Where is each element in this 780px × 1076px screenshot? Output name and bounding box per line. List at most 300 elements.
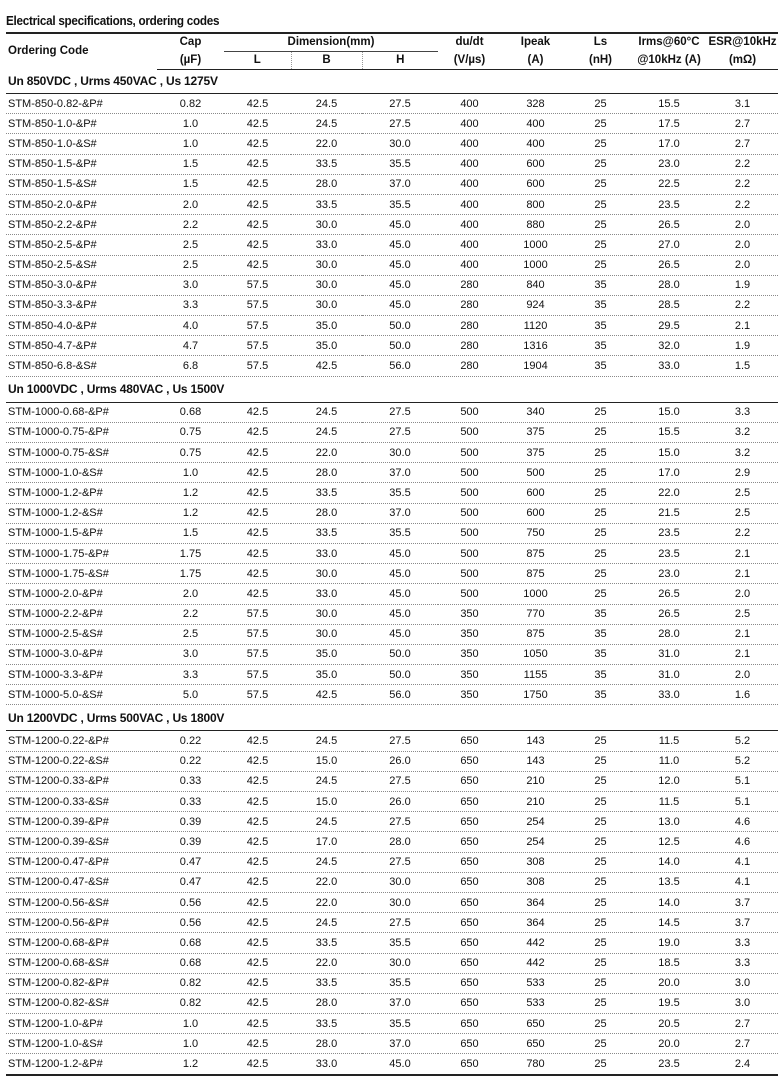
header-cap-unit: (µF) bbox=[157, 52, 224, 70]
cell-dim-h: 27.5 bbox=[362, 812, 438, 832]
table-row bbox=[6, 255, 778, 275]
cell-ordering-code: STM-1000-2.5-&S# bbox=[6, 624, 157, 644]
cell-irms: 19.0 bbox=[631, 933, 707, 953]
cell-ipeak: 364 bbox=[501, 913, 570, 933]
cell-cap: 2.5 bbox=[157, 235, 224, 255]
cell-ipeak: 254 bbox=[501, 812, 570, 832]
table-header bbox=[6, 32, 778, 70]
cell-dim-b: 33.0 bbox=[291, 543, 362, 563]
cell-dim-l: 42.5 bbox=[224, 134, 291, 154]
cell-esr: 2.2 bbox=[707, 174, 778, 194]
cell-ipeak: 533 bbox=[501, 973, 570, 993]
cell-ls: 25 bbox=[570, 1014, 631, 1034]
cell-ipeak: 364 bbox=[501, 892, 570, 912]
cell-ls: 25 bbox=[570, 174, 631, 194]
cell-dim-l: 42.5 bbox=[224, 402, 291, 422]
cell-ipeak: 875 bbox=[501, 543, 570, 563]
cell-ls: 25 bbox=[570, 503, 631, 523]
table-row bbox=[6, 483, 778, 503]
cell-ls: 25 bbox=[570, 872, 631, 892]
table-row bbox=[6, 503, 778, 523]
cell-dim-h: 45.0 bbox=[362, 624, 438, 644]
group-row bbox=[6, 705, 778, 731]
cell-dim-l: 57.5 bbox=[224, 336, 291, 356]
cell-ipeak: 875 bbox=[501, 564, 570, 584]
page-title: Electrical specifications, ordering codes bbox=[6, 13, 220, 28]
cell-ordering-code: STM-1000-0.75-&S# bbox=[6, 443, 157, 463]
cell-ordering-code: STM-1200-0.33-&P# bbox=[6, 771, 157, 791]
cell-dim-l: 57.5 bbox=[224, 665, 291, 685]
table-row bbox=[6, 402, 778, 422]
cell-irms: 23.0 bbox=[631, 154, 707, 174]
header-dimension: Dimension(mm) bbox=[224, 33, 438, 52]
cell-dim-l: 42.5 bbox=[224, 852, 291, 872]
cell-dim-h: 50.0 bbox=[362, 316, 438, 336]
cell-dim-l: 42.5 bbox=[224, 731, 291, 751]
cell-dim-h: 30.0 bbox=[362, 953, 438, 973]
cell-dim-l: 42.5 bbox=[224, 1014, 291, 1034]
group-row bbox=[6, 376, 778, 402]
cell-dim-b: 24.5 bbox=[291, 114, 362, 134]
cell-ordering-code: STM-1000-2.0-&P# bbox=[6, 584, 157, 604]
cell-esr: 4.1 bbox=[707, 852, 778, 872]
cell-dim-l: 57.5 bbox=[224, 604, 291, 624]
cell-dudt: 650 bbox=[438, 771, 501, 791]
cell-dim-l: 57.5 bbox=[224, 624, 291, 644]
cell-cap: 0.75 bbox=[157, 443, 224, 463]
cell-ipeak: 500 bbox=[501, 463, 570, 483]
cell-dudt: 400 bbox=[438, 235, 501, 255]
cell-ordering-code: STM-1200-0.22-&S# bbox=[6, 751, 157, 771]
cell-ordering-code: STM-1000-0.75-&P# bbox=[6, 422, 157, 442]
cell-dim-h: 37.0 bbox=[362, 503, 438, 523]
cell-ls: 25 bbox=[570, 933, 631, 953]
cell-esr: 2.7 bbox=[707, 1014, 778, 1034]
cell-ordering-code: STM-850-2.2-&P# bbox=[6, 215, 157, 235]
cell-dim-l: 57.5 bbox=[224, 275, 291, 295]
table-row bbox=[6, 751, 778, 771]
cell-cap: 0.22 bbox=[157, 751, 224, 771]
cell-dim-b: 33.0 bbox=[291, 584, 362, 604]
cell-dim-b: 35.0 bbox=[291, 316, 362, 336]
cell-cap: 3.3 bbox=[157, 665, 224, 685]
cell-dim-b: 24.5 bbox=[291, 812, 362, 832]
cell-ls: 25 bbox=[570, 973, 631, 993]
cell-dim-b: 42.5 bbox=[291, 685, 362, 705]
cell-ls: 25 bbox=[570, 194, 631, 214]
cell-dim-h: 37.0 bbox=[362, 174, 438, 194]
cell-dim-b: 35.0 bbox=[291, 336, 362, 356]
cell-ipeak: 1155 bbox=[501, 665, 570, 685]
header-dudt-unit: (V/µs) bbox=[438, 52, 501, 70]
cell-ipeak: 308 bbox=[501, 872, 570, 892]
cell-dim-l: 42.5 bbox=[224, 973, 291, 993]
cell-irms: 26.5 bbox=[631, 604, 707, 624]
cell-irms: 20.0 bbox=[631, 973, 707, 993]
cell-esr: 2.5 bbox=[707, 604, 778, 624]
cell-ls: 25 bbox=[570, 543, 631, 563]
cell-dim-b: 28.0 bbox=[291, 993, 362, 1013]
table-row bbox=[6, 443, 778, 463]
cell-irms: 23.5 bbox=[631, 1054, 707, 1075]
cell-irms: 17.5 bbox=[631, 114, 707, 134]
cell-irms: 19.5 bbox=[631, 993, 707, 1013]
cell-esr: 1.9 bbox=[707, 336, 778, 356]
cell-cap: 1.0 bbox=[157, 1034, 224, 1054]
cell-irms: 15.5 bbox=[631, 94, 707, 114]
cell-ipeak: 1120 bbox=[501, 316, 570, 336]
header-esr: ESR@10kHz bbox=[707, 33, 778, 52]
cell-irms: 15.0 bbox=[631, 402, 707, 422]
cell-dim-h: 37.0 bbox=[362, 463, 438, 483]
cell-dim-b: 33.0 bbox=[291, 235, 362, 255]
cell-dudt: 650 bbox=[438, 812, 501, 832]
cell-irms: 33.0 bbox=[631, 356, 707, 376]
cell-irms: 29.5 bbox=[631, 316, 707, 336]
cell-irms: 15.5 bbox=[631, 422, 707, 442]
cell-ls: 25 bbox=[570, 792, 631, 812]
header-irms: Irms@60°C bbox=[631, 33, 707, 52]
cell-cap: 2.2 bbox=[157, 604, 224, 624]
cell-dim-h: 45.0 bbox=[362, 295, 438, 315]
cell-ipeak: 308 bbox=[501, 852, 570, 872]
cell-irms: 32.0 bbox=[631, 336, 707, 356]
cell-irms: 13.5 bbox=[631, 872, 707, 892]
cell-dudt: 280 bbox=[438, 316, 501, 336]
cell-dim-l: 42.5 bbox=[224, 255, 291, 275]
cell-dudt: 650 bbox=[438, 1014, 501, 1034]
cell-ordering-code: STM-1200-1.2-&P# bbox=[6, 1054, 157, 1075]
cell-ordering-code: STM-1200-0.39-&S# bbox=[6, 832, 157, 852]
table-row bbox=[6, 872, 778, 892]
cell-ls: 35 bbox=[570, 685, 631, 705]
cell-dim-b: 30.0 bbox=[291, 215, 362, 235]
cell-esr: 2.0 bbox=[707, 255, 778, 275]
cell-dudt: 650 bbox=[438, 1034, 501, 1054]
cell-esr: 3.3 bbox=[707, 953, 778, 973]
cell-dim-l: 42.5 bbox=[224, 463, 291, 483]
cell-dudt: 650 bbox=[438, 1054, 501, 1075]
cell-dim-h: 35.5 bbox=[362, 154, 438, 174]
cell-irms: 31.0 bbox=[631, 665, 707, 685]
table-row bbox=[6, 771, 778, 791]
cell-dudt: 500 bbox=[438, 402, 501, 422]
table-row bbox=[6, 295, 778, 315]
cell-dudt: 280 bbox=[438, 356, 501, 376]
cell-ordering-code: STM-1200-0.22-&P# bbox=[6, 731, 157, 751]
cell-ipeak: 1000 bbox=[501, 235, 570, 255]
cell-ordering-code: STM-1000-0.68-&P# bbox=[6, 402, 157, 422]
cell-cap: 1.0 bbox=[157, 463, 224, 483]
cell-dim-h: 45.0 bbox=[362, 604, 438, 624]
cell-dim-l: 42.5 bbox=[224, 953, 291, 973]
cell-dudt: 500 bbox=[438, 463, 501, 483]
cell-dim-b: 22.0 bbox=[291, 872, 362, 892]
cell-ipeak: 1316 bbox=[501, 336, 570, 356]
table-row bbox=[6, 356, 778, 376]
header-ls: Ls bbox=[570, 33, 631, 52]
cell-esr: 2.1 bbox=[707, 316, 778, 336]
cell-dim-l: 42.5 bbox=[224, 771, 291, 791]
cell-ordering-code: STM-850-2.0-&P# bbox=[6, 194, 157, 214]
cell-dim-h: 45.0 bbox=[362, 584, 438, 604]
cell-dudt: 280 bbox=[438, 275, 501, 295]
cell-ipeak: 880 bbox=[501, 215, 570, 235]
table-row bbox=[6, 665, 778, 685]
cell-dim-l: 42.5 bbox=[224, 933, 291, 953]
cell-esr: 2.1 bbox=[707, 564, 778, 584]
table-row bbox=[6, 174, 778, 194]
cell-ipeak: 400 bbox=[501, 114, 570, 134]
cell-dim-b: 35.0 bbox=[291, 644, 362, 664]
cell-dim-l: 42.5 bbox=[224, 892, 291, 912]
cell-dim-h: 26.0 bbox=[362, 751, 438, 771]
cell-esr: 4.1 bbox=[707, 872, 778, 892]
cell-ls: 35 bbox=[570, 604, 631, 624]
cell-esr: 2.2 bbox=[707, 295, 778, 315]
cell-dim-b: 24.5 bbox=[291, 402, 362, 422]
cell-dim-h: 35.5 bbox=[362, 1014, 438, 1034]
cell-dim-h: 30.0 bbox=[362, 134, 438, 154]
cell-dudt: 650 bbox=[438, 892, 501, 912]
cell-ls: 35 bbox=[570, 665, 631, 685]
cell-ipeak: 143 bbox=[501, 731, 570, 751]
cell-irms: 23.5 bbox=[631, 543, 707, 563]
cell-dudt: 350 bbox=[438, 665, 501, 685]
cell-ipeak: 600 bbox=[501, 154, 570, 174]
cell-ls: 25 bbox=[570, 993, 631, 1013]
cell-cap: 3.0 bbox=[157, 644, 224, 664]
cell-dudt: 500 bbox=[438, 422, 501, 442]
cell-cap: 2.5 bbox=[157, 624, 224, 644]
cell-dim-b: 33.5 bbox=[291, 154, 362, 174]
cell-ordering-code: STM-850-4.0-&P# bbox=[6, 316, 157, 336]
cell-dudt: 350 bbox=[438, 604, 501, 624]
table-row bbox=[6, 993, 778, 1013]
cell-ls: 25 bbox=[570, 114, 631, 134]
cell-ordering-code: STM-1000-1.5-&P# bbox=[6, 523, 157, 543]
cell-dim-h: 27.5 bbox=[362, 913, 438, 933]
cell-ordering-code: STM-1200-0.39-&P# bbox=[6, 812, 157, 832]
cell-ipeak: 442 bbox=[501, 953, 570, 973]
cell-cap: 0.47 bbox=[157, 852, 224, 872]
cell-ls: 25 bbox=[570, 235, 631, 255]
cell-dudt: 400 bbox=[438, 194, 501, 214]
cell-esr: 3.7 bbox=[707, 892, 778, 912]
table-row bbox=[6, 336, 778, 356]
header-cap: Cap bbox=[157, 33, 224, 52]
cell-ordering-code: STM-850-4.7-&P# bbox=[6, 336, 157, 356]
cell-cap: 0.56 bbox=[157, 892, 224, 912]
cell-dim-h: 45.0 bbox=[362, 1054, 438, 1075]
cell-irms: 14.5 bbox=[631, 913, 707, 933]
cell-ipeak: 780 bbox=[501, 1054, 570, 1075]
cell-dudt: 650 bbox=[438, 751, 501, 771]
table-row bbox=[6, 564, 778, 584]
cell-dudt: 650 bbox=[438, 973, 501, 993]
cell-dim-h: 27.5 bbox=[362, 114, 438, 134]
cell-ordering-code: STM-1000-1.75-&S# bbox=[6, 564, 157, 584]
cell-ipeak: 1000 bbox=[501, 584, 570, 604]
cell-cap: 0.82 bbox=[157, 993, 224, 1013]
cell-irms: 17.0 bbox=[631, 463, 707, 483]
cell-esr: 2.2 bbox=[707, 523, 778, 543]
cell-cap: 0.39 bbox=[157, 812, 224, 832]
cell-dim-b: 15.0 bbox=[291, 792, 362, 812]
cell-ipeak: 1904 bbox=[501, 356, 570, 376]
cell-esr: 4.6 bbox=[707, 832, 778, 852]
cell-ipeak: 650 bbox=[501, 1034, 570, 1054]
cell-dim-h: 35.5 bbox=[362, 933, 438, 953]
cell-dim-h: 45.0 bbox=[362, 275, 438, 295]
cell-dudt: 280 bbox=[438, 336, 501, 356]
cell-ordering-code: STM-1000-1.2-&S# bbox=[6, 503, 157, 523]
cell-dim-b: 24.5 bbox=[291, 731, 362, 751]
cell-ls: 25 bbox=[570, 463, 631, 483]
cell-ipeak: 600 bbox=[501, 503, 570, 523]
cell-esr: 1.6 bbox=[707, 685, 778, 705]
cell-dim-b: 33.5 bbox=[291, 483, 362, 503]
cell-ordering-code: STM-1200-0.68-&S# bbox=[6, 953, 157, 973]
cell-dim-b: 33.0 bbox=[291, 1054, 362, 1075]
cell-cap: 1.75 bbox=[157, 543, 224, 563]
cell-cap: 3.3 bbox=[157, 295, 224, 315]
cell-dim-l: 42.5 bbox=[224, 751, 291, 771]
cell-cap: 0.33 bbox=[157, 792, 224, 812]
cell-ls: 25 bbox=[570, 731, 631, 751]
cell-cap: 1.2 bbox=[157, 1054, 224, 1075]
cell-ls: 25 bbox=[570, 402, 631, 422]
cell-ordering-code: STM-850-3.3-&P# bbox=[6, 295, 157, 315]
cell-cap: 0.39 bbox=[157, 832, 224, 852]
cell-cap: 1.5 bbox=[157, 523, 224, 543]
cell-dudt: 650 bbox=[438, 792, 501, 812]
cell-dim-b: 24.5 bbox=[291, 94, 362, 114]
cell-ordering-code: STM-850-2.5-&S# bbox=[6, 255, 157, 275]
cell-ipeak: 650 bbox=[501, 1014, 570, 1034]
cell-esr: 2.2 bbox=[707, 194, 778, 214]
cell-ls: 35 bbox=[570, 336, 631, 356]
cell-cap: 2.0 bbox=[157, 584, 224, 604]
cell-ordering-code: STM-850-1.5-&S# bbox=[6, 174, 157, 194]
cell-ls: 25 bbox=[570, 422, 631, 442]
cell-ipeak: 254 bbox=[501, 832, 570, 852]
cell-ls: 25 bbox=[570, 154, 631, 174]
cell-ipeak: 600 bbox=[501, 483, 570, 503]
cell-dudt: 650 bbox=[438, 832, 501, 852]
cell-dim-h: 35.5 bbox=[362, 523, 438, 543]
cell-ls: 35 bbox=[570, 356, 631, 376]
cell-dim-b: 28.0 bbox=[291, 1034, 362, 1054]
cell-ipeak: 442 bbox=[501, 933, 570, 953]
cell-esr: 2.9 bbox=[707, 463, 778, 483]
cell-dim-b: 22.0 bbox=[291, 953, 362, 973]
cell-ordering-code: STM-850-1.5-&P# bbox=[6, 154, 157, 174]
cell-cap: 4.0 bbox=[157, 316, 224, 336]
cell-dudt: 350 bbox=[438, 624, 501, 644]
cell-irms: 31.0 bbox=[631, 644, 707, 664]
cell-dudt: 350 bbox=[438, 644, 501, 664]
cell-dim-b: 24.5 bbox=[291, 771, 362, 791]
cell-cap: 0.33 bbox=[157, 771, 224, 791]
cell-cap: 3.0 bbox=[157, 275, 224, 295]
cell-dim-b: 30.0 bbox=[291, 275, 362, 295]
cell-dim-b: 24.5 bbox=[291, 913, 362, 933]
cell-ipeak: 1750 bbox=[501, 685, 570, 705]
cell-dudt: 350 bbox=[438, 685, 501, 705]
cell-ipeak: 924 bbox=[501, 295, 570, 315]
cell-esr: 3.3 bbox=[707, 402, 778, 422]
cell-dim-l: 42.5 bbox=[224, 422, 291, 442]
cell-dim-h: 27.5 bbox=[362, 402, 438, 422]
cell-ipeak: 750 bbox=[501, 523, 570, 543]
cell-esr: 2.0 bbox=[707, 584, 778, 604]
cell-dim-b: 33.5 bbox=[291, 933, 362, 953]
header-L: L bbox=[224, 52, 291, 70]
cell-dim-b: 30.0 bbox=[291, 564, 362, 584]
cell-irms: 17.0 bbox=[631, 134, 707, 154]
cell-ordering-code: STM-850-3.0-&P# bbox=[6, 275, 157, 295]
cell-ipeak: 143 bbox=[501, 751, 570, 771]
cell-cap: 1.0 bbox=[157, 114, 224, 134]
cell-dim-b: 28.0 bbox=[291, 463, 362, 483]
cell-esr: 3.2 bbox=[707, 422, 778, 442]
cell-esr: 2.0 bbox=[707, 665, 778, 685]
table-row bbox=[6, 235, 778, 255]
cell-esr: 5.2 bbox=[707, 731, 778, 751]
cell-ls: 25 bbox=[570, 1054, 631, 1075]
cell-dim-l: 42.5 bbox=[224, 543, 291, 563]
cell-irms: 23.0 bbox=[631, 564, 707, 584]
table-row bbox=[6, 731, 778, 751]
cell-ipeak: 600 bbox=[501, 174, 570, 194]
cell-dim-l: 42.5 bbox=[224, 235, 291, 255]
cell-ordering-code: STM-1200-0.82-&S# bbox=[6, 993, 157, 1013]
cell-dim-h: 45.0 bbox=[362, 235, 438, 255]
cell-cap: 0.68 bbox=[157, 402, 224, 422]
table-row bbox=[6, 523, 778, 543]
cell-ls: 25 bbox=[570, 832, 631, 852]
header-irms-unit: @10kHz (A) bbox=[631, 52, 707, 70]
cell-ls: 25 bbox=[570, 1034, 631, 1054]
cell-dim-h: 37.0 bbox=[362, 1034, 438, 1054]
cell-ls: 25 bbox=[570, 584, 631, 604]
table-row bbox=[6, 685, 778, 705]
cell-dudt: 650 bbox=[438, 852, 501, 872]
cell-dim-b: 28.0 bbox=[291, 503, 362, 523]
cell-ordering-code: STM-1200-1.0-&P# bbox=[6, 1014, 157, 1034]
cell-dim-l: 57.5 bbox=[224, 644, 291, 664]
cell-dim-l: 42.5 bbox=[224, 993, 291, 1013]
cell-cap: 1.75 bbox=[157, 564, 224, 584]
cell-ordering-code: STM-1200-1.0-&S# bbox=[6, 1034, 157, 1054]
cell-dim-l: 42.5 bbox=[224, 94, 291, 114]
cell-irms: 12.0 bbox=[631, 771, 707, 791]
cell-irms: 23.5 bbox=[631, 194, 707, 214]
cell-dudt: 500 bbox=[438, 443, 501, 463]
table-row bbox=[6, 892, 778, 912]
cell-esr: 2.7 bbox=[707, 1034, 778, 1054]
cell-ordering-code: STM-850-2.5-&P# bbox=[6, 235, 157, 255]
cell-cap: 5.0 bbox=[157, 685, 224, 705]
header-ls-unit: (nH) bbox=[570, 52, 631, 70]
cell-ordering-code: STM-850-0.82-&P# bbox=[6, 94, 157, 114]
cell-dudt: 500 bbox=[438, 483, 501, 503]
cell-dim-l: 42.5 bbox=[224, 564, 291, 584]
cell-dudt: 650 bbox=[438, 913, 501, 933]
cell-cap: 0.82 bbox=[157, 94, 224, 114]
cell-dim-h: 27.5 bbox=[362, 852, 438, 872]
